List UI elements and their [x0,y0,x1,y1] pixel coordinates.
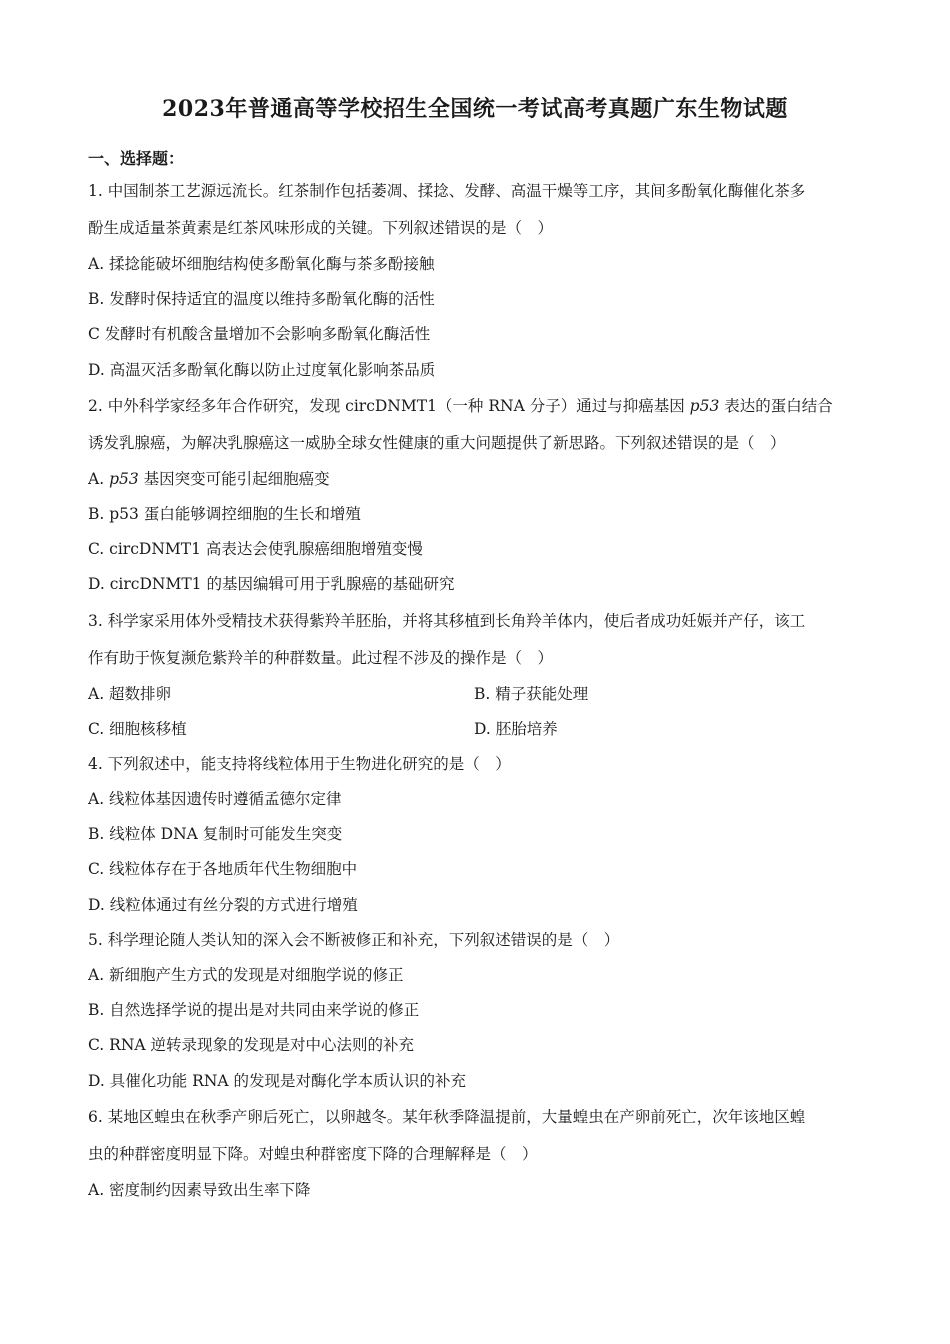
q6-option-a: A. 密度制约因素导致出生率下降 [88,1180,311,1199]
q3-stem-line2: 作有助于恢复濒危紫羚羊的种群数量。此过程不涉及的操作是（ ） [88,648,554,667]
question-list [88,173,860,1208]
q3-options-row2 [88,712,860,747]
q1-option-d: D. 高温灭活多酚氧化酶以防止过度氧化影响茶品质 [88,360,436,379]
q5-option-c: C. RNA 逆转录现象的发现是对中心法则的补充 [88,1036,415,1055]
q4-option-a: A. 线粒体基因遗传时遵循孟德尔定律 [88,790,342,809]
q3-stem-line1: 3. 科学家采用体外受精技术获得紫羚羊胚胎，并将其移植到长角羚羊体内，使后者成功妊娠并产仔，该工 [88,611,806,630]
q1-option-b: B. 发酵时保持适宜的温度以维持多酚氧化酶的活性 [88,290,435,309]
q2-stem-line1 [88,388,860,425]
q5-option-d: D. 具催化功能 RNA 的发现是对酶化学本质认识的补充 [88,1071,467,1090]
q2-stem-text: 2. 中外科学家经多年合作研究，发现 circDNMT1（一种 RNA 分子）通过与抑癌基因 [88,396,690,415]
q5-stem: 5. 科学理论随人类认知的深入会不断被修正和补充，下列叙述错误的是（ ） [88,930,620,949]
q2-option-a-text: 基因突变可能引起细胞癌变 [138,469,330,488]
q1-stem-line1: 1. 中国制茶工艺源远流长。红茶制作包括萎凋、揉捻、发酵、高温干燥等工序，其间多酚氧化酶催化茶多 [88,182,806,200]
q6-stem-line2: 虫的种群密度明显下降。对蝗虫种群密度下降的合理解释是（ ） [88,1144,538,1163]
q3-option-b: B. 精子获能处理 [474,684,589,703]
q3-option-c: C. 细胞核移植 [88,719,187,738]
exam-title: 2023年普通高等学校招生全国统一考试高考真题广东生物试题 [162,96,788,122]
q1-option-c: C 发酵时有机酸含量增加不会影响多酚氧化酶活性 [88,325,431,344]
q4-option-c: C. 线粒体存在于各地质年代生物细胞中 [88,860,358,879]
q1-stem-line2: 酚生成适量茶黄素是红茶风味形成的关键。下列叙述错误的是（ ） [88,219,554,237]
q4-option-b: B. 线粒体 DNA 复制时可能发生突变 [88,825,343,844]
q2-option-b: B. p53 蛋白能够调控细胞的生长和增殖 [88,504,361,523]
q3-option-a: A. 超数排卵 [88,684,172,703]
q5-option-a: A. 新细胞产生方式的发现是对细胞学说的修正 [88,966,404,984]
q4-stem: 4. 下列叙述中，能支持将线粒体用于生物进化研究的是（ ） [88,754,511,773]
q1-option-a: A. 揉捻能破坏细胞结构使多酚氧化酶与茶多酚接触 [88,255,435,273]
q2-option-a [88,462,860,497]
q2-option-d: D. circDNMT1 的基因编辑可用于乳腺癌的基础研究 [88,575,455,594]
q2-gene-name: p53 [689,396,720,415]
q3-option-d: D. 胚胎培养 [474,719,558,738]
q2-stem-text-end: 表达的蛋白结合 [719,396,833,415]
q4-option-d: D. 线粒体通过有丝分裂的方式进行增殖 [88,895,358,914]
section-heading: 一、选择题： [88,149,185,168]
q2-option-c: C. circDNMT1 高表达会使乳腺癌细胞增殖变慢 [88,540,423,559]
q2-option-a-letter: A. [88,469,110,488]
q2-option-a-gene: p53 [109,469,139,488]
q3-options-row1 [88,677,860,712]
q2-stem-line2: 诱发乳腺癌，为解决乳腺癌这一威胁全球女性健康的重大问题提供了新思路。下列叙述错误的是（ ） [88,433,786,452]
q6-stem-line1: 6. 某地区蝗虫在秋季产卵后死亡，以卵越冬。某年秋季降温提前，大量蝗虫在产卵前死亡，次年该地区蝗 [88,1107,806,1126]
q5-option-b: B. 自然选择学说的提出是对共同由来学说的修正 [88,1001,420,1020]
